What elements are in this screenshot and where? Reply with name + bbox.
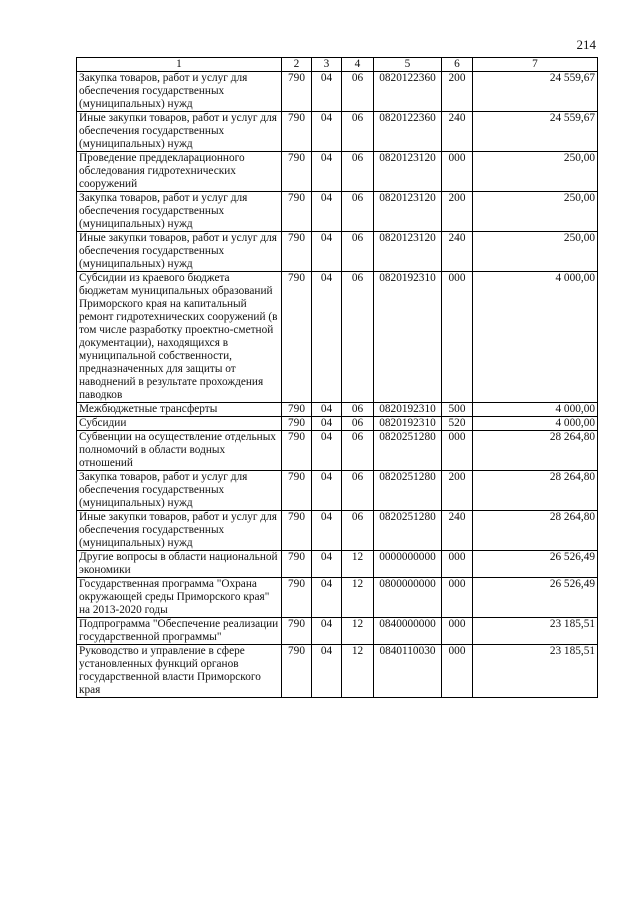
row-type-cell: 200 bbox=[442, 471, 473, 511]
row-section-cell: 04 bbox=[312, 403, 342, 417]
row-section-cell: 04 bbox=[312, 618, 342, 645]
row-target-cell: 0820192310 bbox=[374, 417, 442, 431]
row-amount-cell: 250,00 bbox=[473, 232, 598, 272]
table-row bbox=[77, 618, 598, 645]
row-name-cell: Межбюджетные трансферты bbox=[77, 403, 282, 417]
row-section-cell: 04 bbox=[312, 551, 342, 578]
row-subsection-cell: 06 bbox=[342, 112, 374, 152]
row-section-cell: 04 bbox=[312, 152, 342, 192]
row-target-cell: 0840000000 bbox=[374, 618, 442, 645]
row-code-cell: 790 bbox=[282, 551, 312, 578]
row-name-cell: Иные закупки товаров, работ и услуг для обеспечения государственных (муниципальных) нужд bbox=[77, 511, 282, 551]
row-code-cell: 790 bbox=[282, 618, 312, 645]
row-target-cell: 0820251280 bbox=[374, 431, 442, 471]
row-section-cell: 04 bbox=[312, 232, 342, 272]
row-subsection-cell: 06 bbox=[342, 72, 374, 112]
row-target-cell: 0820122360 bbox=[374, 72, 442, 112]
row-subsection-cell: 06 bbox=[342, 403, 374, 417]
row-name-cell: Субсидии bbox=[77, 417, 282, 431]
row-name-cell: Руководство и управление в сфере установленных функций органов государственной власти Приморского края bbox=[77, 645, 282, 698]
row-target-cell: 0000000000 bbox=[374, 551, 442, 578]
row-code-cell: 790 bbox=[282, 152, 312, 192]
row-name-cell: Государственная программа "Охрана окружающей среды Приморского края" на 2013-2020 годы bbox=[77, 578, 282, 618]
column-header: 3 bbox=[312, 58, 342, 72]
row-code-cell: 790 bbox=[282, 112, 312, 152]
row-subsection-cell: 06 bbox=[342, 152, 374, 192]
row-amount-cell: 26 526,49 bbox=[473, 578, 598, 618]
row-name-cell: Проведение преддекларационного обследования гидротехнических сооружений bbox=[77, 152, 282, 192]
row-amount-cell: 250,00 bbox=[473, 192, 598, 232]
row-type-cell: 200 bbox=[442, 192, 473, 232]
row-name-cell: Закупка товаров, работ и услуг для обеспечения государственных (муниципальных) нужд bbox=[77, 192, 282, 232]
row-subsection-cell: 12 bbox=[342, 551, 374, 578]
row-code-cell: 790 bbox=[282, 403, 312, 417]
row-section-cell: 04 bbox=[312, 645, 342, 698]
table-row bbox=[77, 511, 598, 551]
table-row bbox=[77, 403, 598, 417]
row-section-cell: 04 bbox=[312, 72, 342, 112]
table-row bbox=[77, 551, 598, 578]
row-subsection-cell: 06 bbox=[342, 417, 374, 431]
table-row bbox=[77, 645, 598, 698]
row-code-cell: 790 bbox=[282, 72, 312, 112]
row-amount-cell: 28 264,80 bbox=[473, 431, 598, 471]
row-type-cell: 240 bbox=[442, 112, 473, 152]
row-target-cell: 0820192310 bbox=[374, 403, 442, 417]
row-subsection-cell: 06 bbox=[342, 511, 374, 551]
table-row bbox=[77, 578, 598, 618]
row-section-cell: 04 bbox=[312, 471, 342, 511]
row-amount-cell: 4 000,00 bbox=[473, 403, 598, 417]
table-row bbox=[77, 72, 598, 112]
row-subsection-cell: 12 bbox=[342, 578, 374, 618]
row-target-cell: 0820123120 bbox=[374, 152, 442, 192]
row-name-cell: Субсидии из краевого бюджета бюджетам муниципальных образований Приморского края на капитальный ремонт гидротехнических сооружений (в том числе разработку проектно-сметной документации), находящихся в муниципальной собственности, предназначенных для защиты от наводнений в результате прохождения паводков bbox=[77, 272, 282, 403]
table-row bbox=[77, 272, 598, 403]
row-target-cell: 0820122360 bbox=[374, 112, 442, 152]
row-subsection-cell: 06 bbox=[342, 431, 374, 471]
row-code-cell: 790 bbox=[282, 645, 312, 698]
row-target-cell: 0820123120 bbox=[374, 192, 442, 232]
row-target-cell: 0820123120 bbox=[374, 232, 442, 272]
column-header: 4 bbox=[342, 58, 374, 72]
row-code-cell: 790 bbox=[282, 272, 312, 403]
row-subsection-cell: 12 bbox=[342, 618, 374, 645]
row-target-cell: 0820251280 bbox=[374, 511, 442, 551]
table-header-row bbox=[77, 58, 598, 72]
row-type-cell: 240 bbox=[442, 511, 473, 551]
row-amount-cell: 28 264,80 bbox=[473, 471, 598, 511]
row-type-cell: 520 bbox=[442, 417, 473, 431]
row-amount-cell: 24 559,67 bbox=[473, 72, 598, 112]
row-target-cell: 0800000000 bbox=[374, 578, 442, 618]
table-row bbox=[77, 232, 598, 272]
row-amount-cell: 4 000,00 bbox=[473, 417, 598, 431]
column-header: 1 bbox=[77, 58, 282, 72]
row-code-cell: 790 bbox=[282, 232, 312, 272]
table-row bbox=[77, 471, 598, 511]
row-section-cell: 04 bbox=[312, 192, 342, 232]
row-code-cell: 790 bbox=[282, 471, 312, 511]
row-amount-cell: 23 185,51 bbox=[473, 618, 598, 645]
row-amount-cell: 28 264,80 bbox=[473, 511, 598, 551]
table-body bbox=[77, 72, 598, 698]
row-amount-cell: 4 000,00 bbox=[473, 272, 598, 403]
row-name-cell: Иные закупки товаров, работ и услуг для обеспечения государственных (муниципальных) нужд bbox=[77, 112, 282, 152]
row-subsection-cell: 06 bbox=[342, 272, 374, 403]
row-type-cell: 000 bbox=[442, 645, 473, 698]
table-row bbox=[77, 192, 598, 232]
row-amount-cell: 23 185,51 bbox=[473, 645, 598, 698]
row-section-cell: 04 bbox=[312, 417, 342, 431]
table-row bbox=[77, 152, 598, 192]
column-header: 7 bbox=[473, 58, 598, 72]
row-subsection-cell: 06 bbox=[342, 232, 374, 272]
row-section-cell: 04 bbox=[312, 272, 342, 403]
row-target-cell: 0820251280 bbox=[374, 471, 442, 511]
row-section-cell: 04 bbox=[312, 511, 342, 551]
row-amount-cell: 26 526,49 bbox=[473, 551, 598, 578]
row-type-cell: 000 bbox=[442, 152, 473, 192]
row-code-cell: 790 bbox=[282, 417, 312, 431]
budget-table bbox=[76, 57, 598, 698]
row-type-cell: 000 bbox=[442, 431, 473, 471]
table-row bbox=[77, 431, 598, 471]
row-amount-cell: 250,00 bbox=[473, 152, 598, 192]
column-header: 2 bbox=[282, 58, 312, 72]
column-header: 5 bbox=[374, 58, 442, 72]
row-name-cell: Закупка товаров, работ и услуг для обеспечения государственных (муниципальных) нужд bbox=[77, 471, 282, 511]
row-name-cell: Иные закупки товаров, работ и услуг для обеспечения государственных (муниципальных) нужд bbox=[77, 232, 282, 272]
row-name-cell: Закупка товаров, работ и услуг для обеспечения государственных (муниципальных) нужд bbox=[77, 72, 282, 112]
row-target-cell: 0820192310 bbox=[374, 272, 442, 403]
column-header: 6 bbox=[442, 58, 473, 72]
row-code-cell: 790 bbox=[282, 578, 312, 618]
row-type-cell: 240 bbox=[442, 232, 473, 272]
row-subsection-cell: 06 bbox=[342, 471, 374, 511]
row-code-cell: 790 bbox=[282, 511, 312, 551]
row-type-cell: 500 bbox=[442, 403, 473, 417]
table-row bbox=[77, 112, 598, 152]
row-name-cell: Субвенции на осуществление отдельных полномочий в области водных отношений bbox=[77, 431, 282, 471]
row-code-cell: 790 bbox=[282, 192, 312, 232]
row-subsection-cell: 06 bbox=[342, 192, 374, 232]
row-amount-cell: 24 559,67 bbox=[473, 112, 598, 152]
row-name-cell: Подпрограмма "Обеспечение реализации государственной программы" bbox=[77, 618, 282, 645]
table-row bbox=[77, 417, 598, 431]
page-number: 214 bbox=[576, 37, 596, 52]
row-type-cell: 000 bbox=[442, 272, 473, 403]
row-type-cell: 000 bbox=[442, 551, 473, 578]
row-section-cell: 04 bbox=[312, 112, 342, 152]
row-code-cell: 790 bbox=[282, 431, 312, 471]
row-subsection-cell: 12 bbox=[342, 645, 374, 698]
row-type-cell: 000 bbox=[442, 578, 473, 618]
row-type-cell: 200 bbox=[442, 72, 473, 112]
row-target-cell: 0840110030 bbox=[374, 645, 442, 698]
row-type-cell: 000 bbox=[442, 618, 473, 645]
row-name-cell: Другие вопросы в области национальной экономики bbox=[77, 551, 282, 578]
row-section-cell: 04 bbox=[312, 431, 342, 471]
row-section-cell: 04 bbox=[312, 578, 342, 618]
